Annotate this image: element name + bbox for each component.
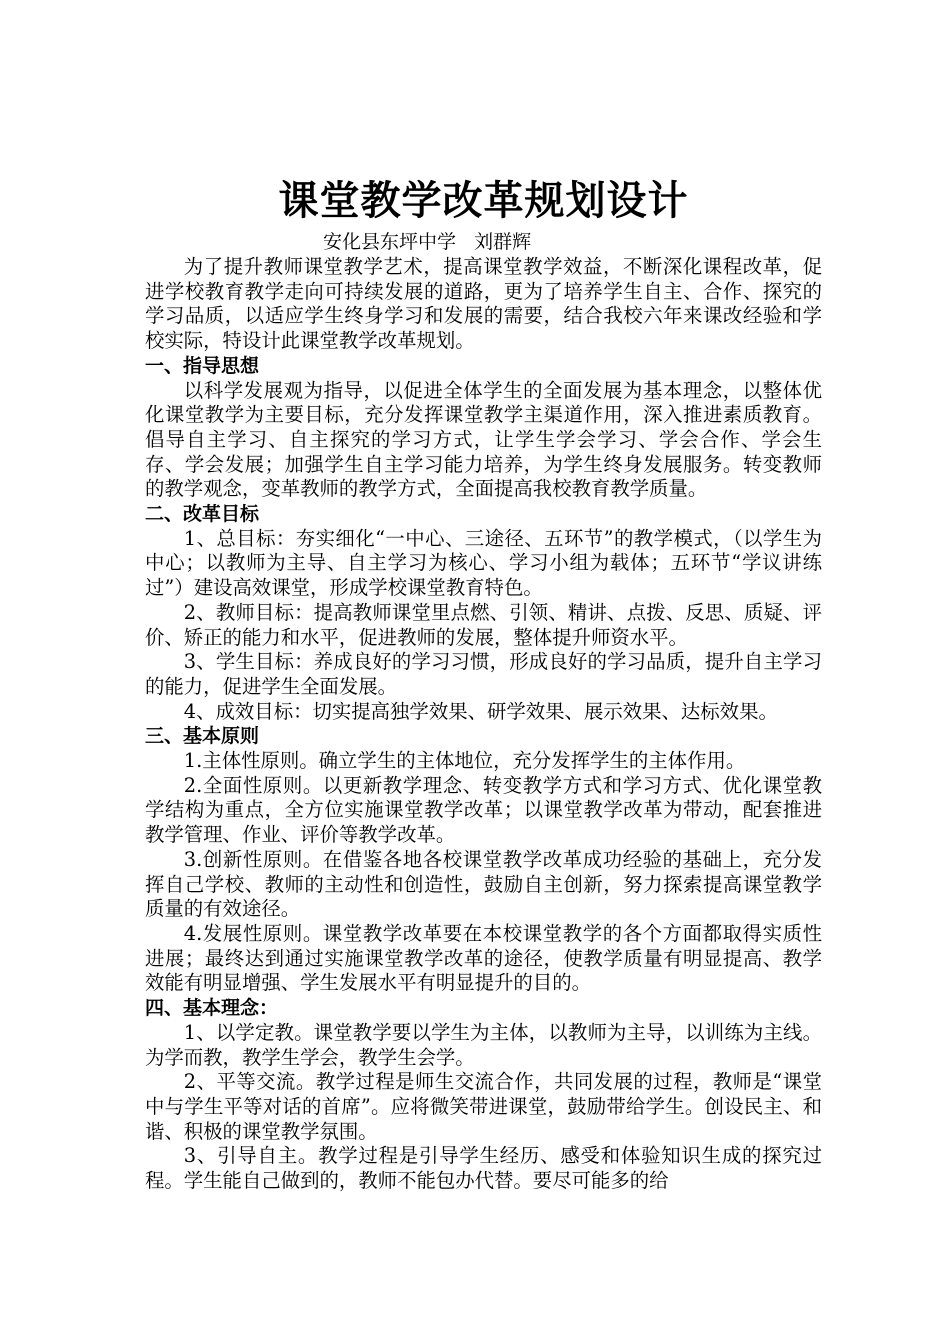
paragraph: 3.创新性原则。在借鉴各地各校课堂教学改革成功经验的基础上，充分发挥自己学校、教师的主动性和创造性，鼓励自主创新，努力探索提高课堂教学质量的有效途径。 [145, 847, 822, 921]
section-heading: 一、指导思想 [145, 354, 260, 377]
paragraph: 1、以学定教。课堂教学要以学生为主体，以教师为主导，以训练为主线。为学而教，教学生学会，教学生会学。 [145, 1020, 822, 1069]
paragraph: 3、学生目标：养成良好的学习习惯，形成良好的学习品质，提升自主学习的能力，促进学生全面发展。 [145, 650, 822, 698]
paragraph: 2、平等交流。教学过程是师生交流合作，共同发展的过程，教师是“课堂中与学生平等对话的首席”。应将微笑带进课堂，鼓励带给学生。创设民主、和谐、积极的课堂教学氛围。 [145, 1070, 822, 1143]
document-title: 课堂教学改革规划设计 [278, 177, 689, 224]
section-heading: 二、改革目标 [145, 503, 260, 526]
paragraph: 4、成效目标：切实提高独学效果、研学效果、展示效果、达标效果。 [183, 699, 778, 723]
section-basic-concepts [145, 996, 822, 1194]
section-heading: 四、基本理念： [145, 997, 279, 1020]
paragraph: 1.主体性原则。确立学生的主体地位，充分发挥学生的主体作用。 [183, 749, 746, 773]
paragraph: 以科学发展观为指导，以促进全体学生的全面发展为基本理念，以整体优化课堂教学为主要目标，充分发挥课堂教学主渠道作用，深入推进素质教育。倡导自主学习、自主探究的学习方式，让学生学会学习、学会合作、学会生存、学会发展；加强学生自主学习能力培养，为学生终身发展服务。转变教师的教学观念，变革教师的教学方式，全面提高我校教育教学质量。 [145, 378, 822, 501]
paragraph: 1、总目标：夯实细化“一中心、三途径、五环节”的教学模式，（以学生为中心；以教师为主导、自主学习为核心、学习小组为载体；五环节“学议讲练过”）建设高效课堂，形成学校课堂教育特色。 [145, 526, 822, 600]
paragraph: 2.全面性原则。以更新教学理念、转变教学方式和学习方式、优化课堂教学结构为重点，全方位实施课堂教学改革；以课堂教学改革为带动，配套推进教学管理、作业、评价等教学改革。 [145, 773, 822, 847]
author-line: 安化县东坪中学 刘群辉 [323, 231, 532, 253]
paragraph: 3、引导自主。教学过程是引导学生经历、感受和体验知识生成的探究过程。学生能自己做到的，教师不能包办代替。要尽可能多的给 [145, 1144, 822, 1193]
paragraph: 2、教师目标：提高教师课堂里点燃、引领、精讲、点拨、反思、质疑、评价、矫正的能力和水平，促进教师的发展，整体提升师资水平。 [145, 600, 822, 649]
intro-paragraph: 为了提升教师课堂教学艺术，提高课堂教学效益，不断深化课程改革，促进学校教育教学走向可持续发展的道路，更为了培养学生自主、合作、探究的学习品质，以适应学生终身学习和发展的需要，结合我校六年来课改经验和学校实际，特设计此课堂教学改革规划。 [145, 255, 822, 353]
section-basic-principles [145, 724, 822, 996]
section-guiding-thought [145, 354, 822, 502]
section-heading: 三、基本原则 [145, 725, 260, 748]
paragraph: 4.发展性原则。课堂教学改革要在本校课堂教学的各个方面都取得实质性进展；最终达到通过实施课堂教学改革的途径，使教学质量有明显提高、教学效能有明显增强、学生发展水平有明显提升的目的。 [145, 921, 822, 995]
section-reform-goals [145, 502, 822, 724]
